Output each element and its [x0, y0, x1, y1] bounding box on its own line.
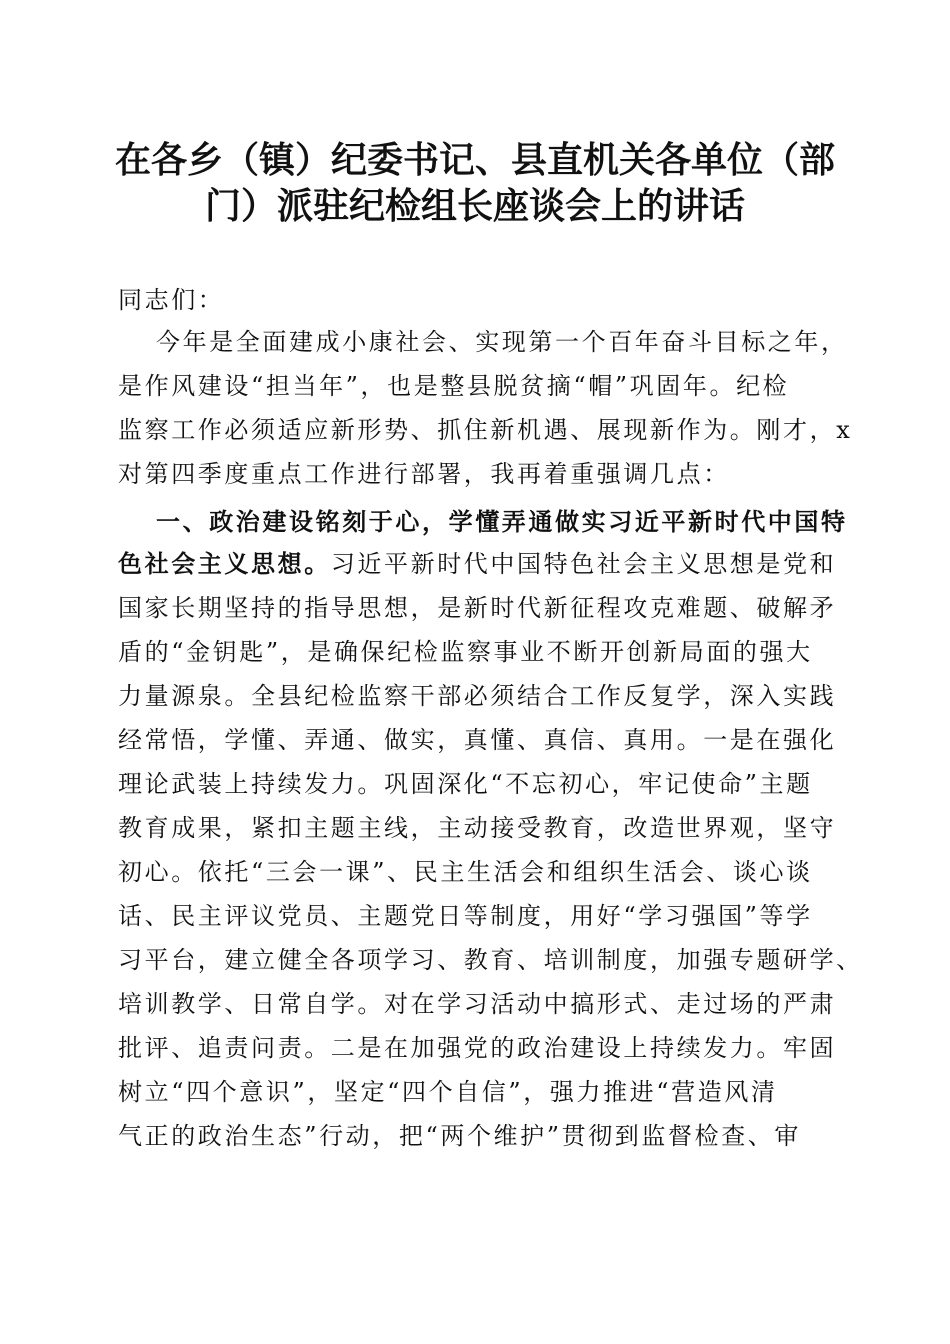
section1-line-2-rest: 习近平新时代中国特色社会主义思想是党和 [330, 550, 837, 578]
section1-body-line-4: 经常悟，学懂、弄通、做实，真懂、真信、真用。一是在强化 [118, 726, 837, 754]
section1-body-line-13: 气正的政治生态”行动，把“两个维护”贯彻到监督检查、审 [118, 1122, 802, 1150]
section1-heading-line-2: 色社会主义思想。 [118, 550, 331, 578]
section1-body-line-5: 理论武装上持续发力。巩固深化“不忘初心，牢记使命”主题 [118, 770, 813, 798]
section1-body-line-7: 初心。依托“三会一课”、民主生活会和组织生活会、谈心谈 [118, 858, 813, 886]
intro-line-1: 今年是全面建成小康社会、实现第一个百年奋斗目标之年， [156, 328, 848, 356]
section1-line-2 [118, 548, 836, 580]
section1-body-line-1: 国家长期坚持的指导思想，是新时代新征程攻克难题、破解矛 [118, 594, 837, 622]
section1-body-line-2: 盾的“金钥匙”，是确保纪检监察事业不断开创新局面的强大 [118, 638, 813, 666]
intro-line-4: 对第四季度重点工作进行部署，我再着重强调几点： [118, 460, 730, 488]
salutation: 同志们： [118, 286, 225, 314]
section1-body-line-11: 批评、追责问责。二是在加强党的政治建设上持续发力。牢固 [118, 1034, 837, 1062]
document-title-line-2: 门）派驻纪检组长座谈会上的讲话 [204, 185, 745, 227]
section1-body-line-3: 力量源泉。全县纪检监察干部必须结合工作反复学，深入实践 [118, 682, 837, 710]
section1-body-line-6: 教育成果，紧扣主题主线，主动接受教育，改造世界观，坚守 [118, 814, 837, 842]
intro-line-3: 监察工作必须适应新形势、抓住新机遇、展现新作为。刚才，x [118, 416, 853, 444]
section1-body-line-9: 习平台，建立健全各项学习、教育、培训制度，加强专题研学、 [118, 946, 863, 974]
document-title-line-1: 在各乡（镇）纪委书记、县直机关各单位（部 [114, 139, 835, 181]
section1-body-line-10: 培训教学、日常自学。对在学习活动中搞形式、走过场的严肃 [118, 990, 837, 1018]
section1-heading-line-1: 一、政治建设铭刻于心，学懂弄通做实习近平新时代中国特 [156, 508, 848, 536]
intro-line-2: 是作风建设“担当年”，也是整县脱贫摘“帽”巩固年。纪检 [118, 372, 790, 400]
section1-body-line-12: 树立“四个意识”，坚定“四个自信”，强力推进“营造风清 [118, 1078, 778, 1106]
section1-body-line-8: 话、民主评议党员、主题党日等制度，用好“学习强国”等学 [118, 902, 813, 930]
